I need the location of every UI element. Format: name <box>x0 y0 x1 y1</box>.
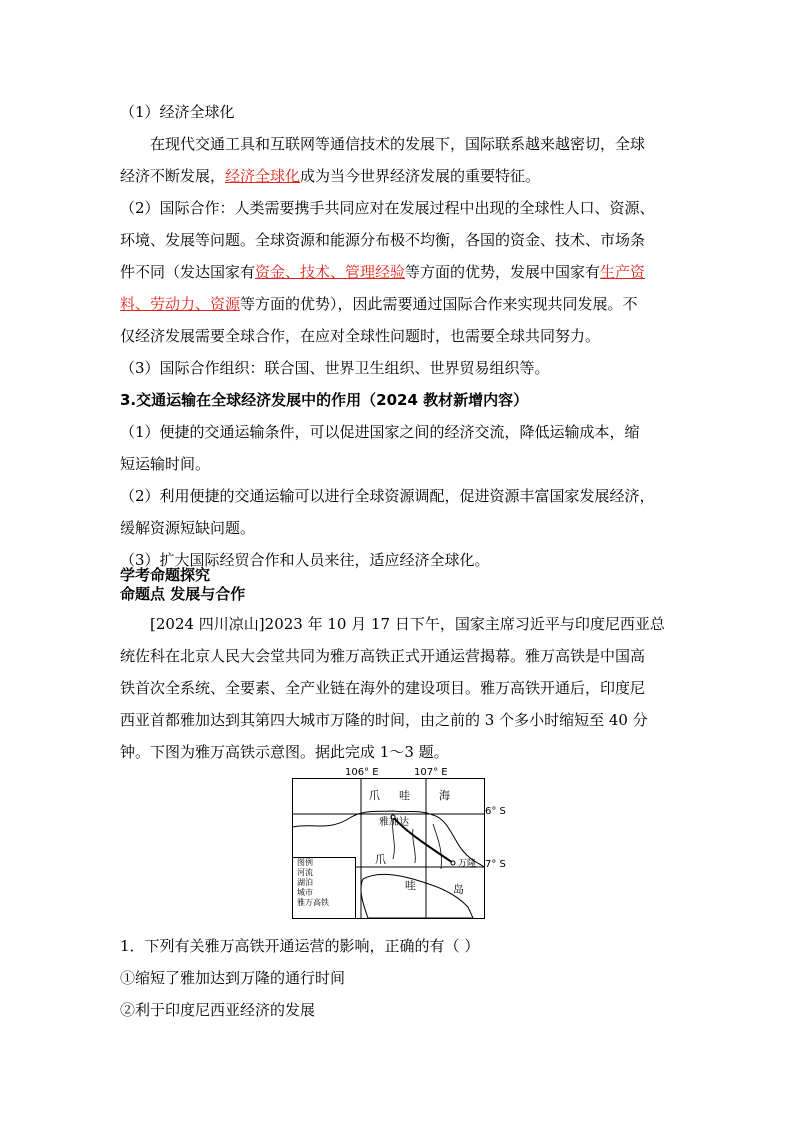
island-label: 岛 <box>453 883 464 896</box>
latitude-label: 7° S <box>485 859 506 870</box>
section-2-line <box>120 256 794 288</box>
highlight-term: 生产资 <box>600 263 646 281</box>
section-3-line: （3）国际合作组织：联合国、世界卫生组织、世界贸易组织等。 <box>120 359 550 377</box>
text-span: 经济不断发展， <box>120 167 226 185</box>
text-span: 成为当今世界经济发展的重要特征。 <box>300 167 541 185</box>
heading-point: 命题点 发展与合作 <box>120 585 246 603</box>
section-1-para-line: 在现代交通工具和互联网等通信技术的发展下，国际联系越来越密切，全球 <box>150 135 646 153</box>
option-2: ②利于印度尼西亚经济的发展 <box>120 1001 316 1019</box>
city-label-jakarta: 雅加达 <box>379 817 409 828</box>
map-legend <box>293 857 356 918</box>
sea-label: 海 <box>439 789 450 802</box>
question-stem-line: [2024 四川凉山]2023 年 10 月 17 日下午，国家主席习近平与印度尼西亚总 <box>150 615 665 633</box>
legend-railway: 雅万高铁 <box>297 898 329 907</box>
question-1: 1．下列有关雅万高铁开通运营的影响，正确的有（ ） <box>120 937 480 955</box>
legend-river: 河流 <box>297 868 313 877</box>
point-1-line: 短运输时间。 <box>120 455 211 473</box>
sea-label: 哇 <box>399 789 410 802</box>
question-stem-line: 西亚首都雅加达到其第四大城市万隆的时间，由之前的 3 个多小时缩短至 40 分 <box>120 711 648 729</box>
highlight-term: 资金、技术、管理经验 <box>255 263 406 281</box>
heading-3: 3.交通运输在全球经济发展中的作用（2024 教材新增内容） <box>120 391 529 409</box>
railway-map <box>292 778 485 919</box>
section-2-line: 仅经济发展需要全球合作，在应对全球性问题时，也需要全球共同努力。 <box>120 327 601 345</box>
legend-lake: 湖泊 <box>297 878 313 887</box>
legend-title: 图例 <box>297 858 313 867</box>
section-1-title: （1）经济全球化 <box>120 103 235 121</box>
longitude-label: 106° E <box>345 767 379 778</box>
section-1-para-line <box>120 160 794 192</box>
question-stem-line: 统佐科在北京人民大会堂共同为雅万高铁正式开通运营揭幕。雅万高铁是中国高 <box>120 647 646 665</box>
point-1-line: （1）便捷的交通运输条件，可以促进国家之间的经济交流，降低运输成本，缩 <box>120 423 640 441</box>
highlight-term: 经济全球化 <box>225 167 301 185</box>
point-3-line: （3）扩大国际经贸合作和人员来往，适应经济全球化。 <box>120 551 490 569</box>
point-2-line: （2）利用便捷的交通运输可以进行全球资源调配，促进资源丰富国家发展经济， <box>120 487 655 505</box>
latitude-label: 6° S <box>485 806 506 817</box>
section-2-line <box>120 288 794 320</box>
city-marker <box>451 861 455 865</box>
island-label: 哇 <box>405 879 416 892</box>
island-label: 爪 <box>375 853 386 866</box>
city-label-bandung: 万隆 <box>458 859 477 869</box>
section-2-line: （2）国际合作：人类需要携手共同应对在发展过程中出现的全球性人口、资源、 <box>120 199 655 217</box>
option-1: ①缩短了雅加达到万隆的通行时间 <box>120 969 346 987</box>
heading-explore: 学考命题探究 <box>120 566 211 584</box>
highlight-term: 料、劳动力、资源 <box>120 295 241 313</box>
question-stem-line: 钟。下图为雅万高铁示意图。据此完成 1～3 题。 <box>120 743 449 761</box>
sea-label: 爪 <box>369 789 380 802</box>
legend-city: 城市 <box>297 888 313 897</box>
text-span: 等方面的优势），因此需要通过国际合作来实现共同发展。不 <box>240 295 638 313</box>
text-span: 等方面的优势，发展中国家有 <box>405 263 601 281</box>
question-stem-line: 铁首次全系统、全要素、全产业链在海外的建设项目。雅万高铁开通后，印度尼 <box>120 679 646 697</box>
longitude-label: 107° E <box>414 767 448 778</box>
section-2-line: 环境、发展等问题。全球资源和能源分布极不均衡，各国的资金、技术、市场条 <box>120 231 646 249</box>
text-span: 件不同（发达国家有 <box>120 263 256 281</box>
point-2-line: 缓解资源短缺问题。 <box>120 519 256 537</box>
